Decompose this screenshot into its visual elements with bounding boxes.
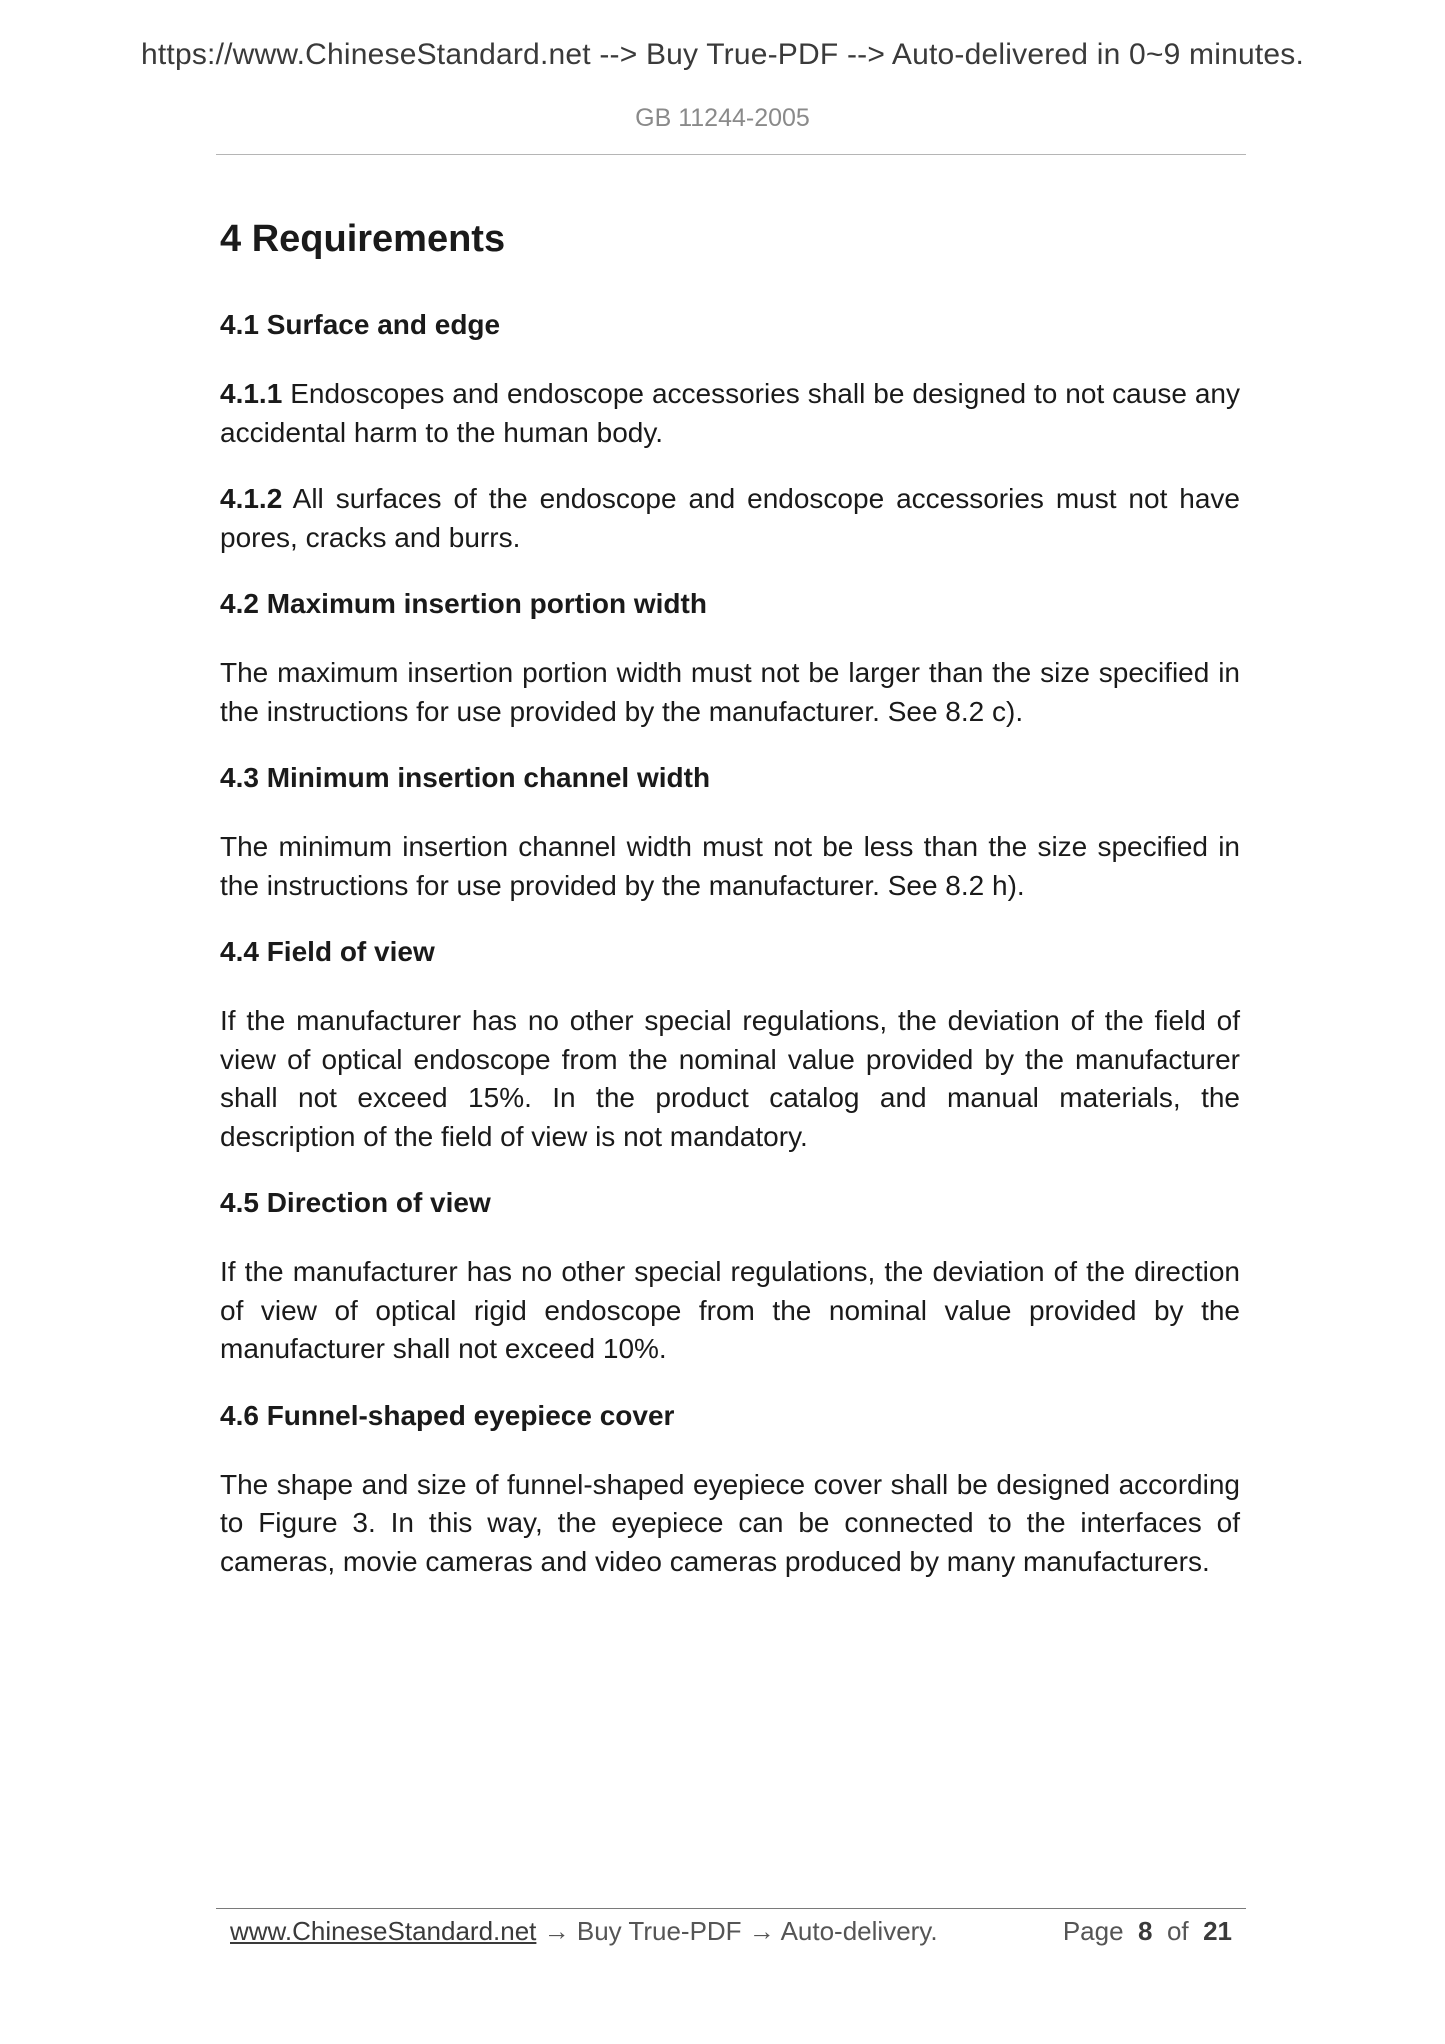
clause-number: 4.1.1 (220, 378, 283, 409)
top-banner-text: https://www.ChineseStandard.net --> Buy True-PDF --> Auto-delivered in 0~9 minutes. (141, 38, 1304, 71)
paragraph-4-5: If the manufacturer has no other special regulations, the deviation of the direction of view of optical rigid endoscope from the nominal value provided by the manufacturer shall not exceed 10%. (220, 1256, 1240, 1364)
clause-text: Endoscopes and endoscope accessories shall be designed to not cause any accidental harm to the human body. (220, 378, 1240, 448)
page-footer (230, 1913, 1232, 1949)
subsection-heading-4-1: 4.1 Surface and edge (220, 309, 501, 340)
paragraph-4-2: The maximum insertion portion width must not be larger than the size specified in the instructions for use provided by the manufacturer. See 8.2 c). (220, 657, 1240, 727)
standard-code: GB 11244-2005 (635, 104, 810, 132)
clause-4-1-1 (220, 375, 1240, 452)
section-title: 4 Requirements (220, 218, 506, 260)
page-total: 21 (1203, 1916, 1232, 1946)
paragraph-4-6: The shape and size of funnel-shaped eyepiece cover shall be designed according to Figure 3. In this way, the eyepiece can be connected to the interfaces of cameras, movie cameras and video cameras produced by many manufacturers. (220, 1468, 1240, 1577)
footer-tagline: → Buy True-PDF → Auto-delivery. (536, 1916, 938, 1946)
subsection-heading-4-4: 4.4 Field of view (220, 936, 435, 967)
page-current: 8 (1138, 1916, 1153, 1946)
page-label: Page (1062, 1916, 1124, 1946)
footer-site-link[interactable]: www.ChineseStandard.net (230, 1916, 537, 1946)
subsection-heading-4-6: 4.6 Funnel-shaped eyepiece cover (220, 1399, 675, 1431)
paragraph-4-4: If the manufacturer has no other special regulations, the deviation of the field of view of optical endoscope from the nominal value provided by the manufacturer shall not exceed 15%. In the product catalog and manual materials, the description of the field of view is not mandatory. (220, 1005, 1240, 1152)
paragraph-4-3: The minimum insertion channel width must not be less than the size specified in the instructions for use provided by the manufacturer. See 8.2 h). (220, 831, 1240, 901)
clause-number: 4.1.2 (220, 483, 283, 514)
clause-text: All surfaces of the endoscope and endoscope accessories must not have pores, cracks and burrs. (220, 483, 1240, 553)
page-indicator (1063, 1913, 1232, 1949)
footer-divider (216, 1908, 1246, 1909)
subsection-heading-4-3: 4.3 Minimum insertion channel width (220, 762, 711, 793)
page-of: of (1166, 1916, 1189, 1946)
clause-4-1-2 (220, 480, 1240, 557)
subsection-heading-4-5: 4.5 Direction of view (220, 1187, 491, 1218)
header-divider (216, 154, 1246, 155)
footer-left (230, 1913, 938, 1949)
subsection-heading-4-2: 4.2 Maximum insertion portion width (220, 588, 707, 619)
document-body (220, 212, 1240, 1609)
